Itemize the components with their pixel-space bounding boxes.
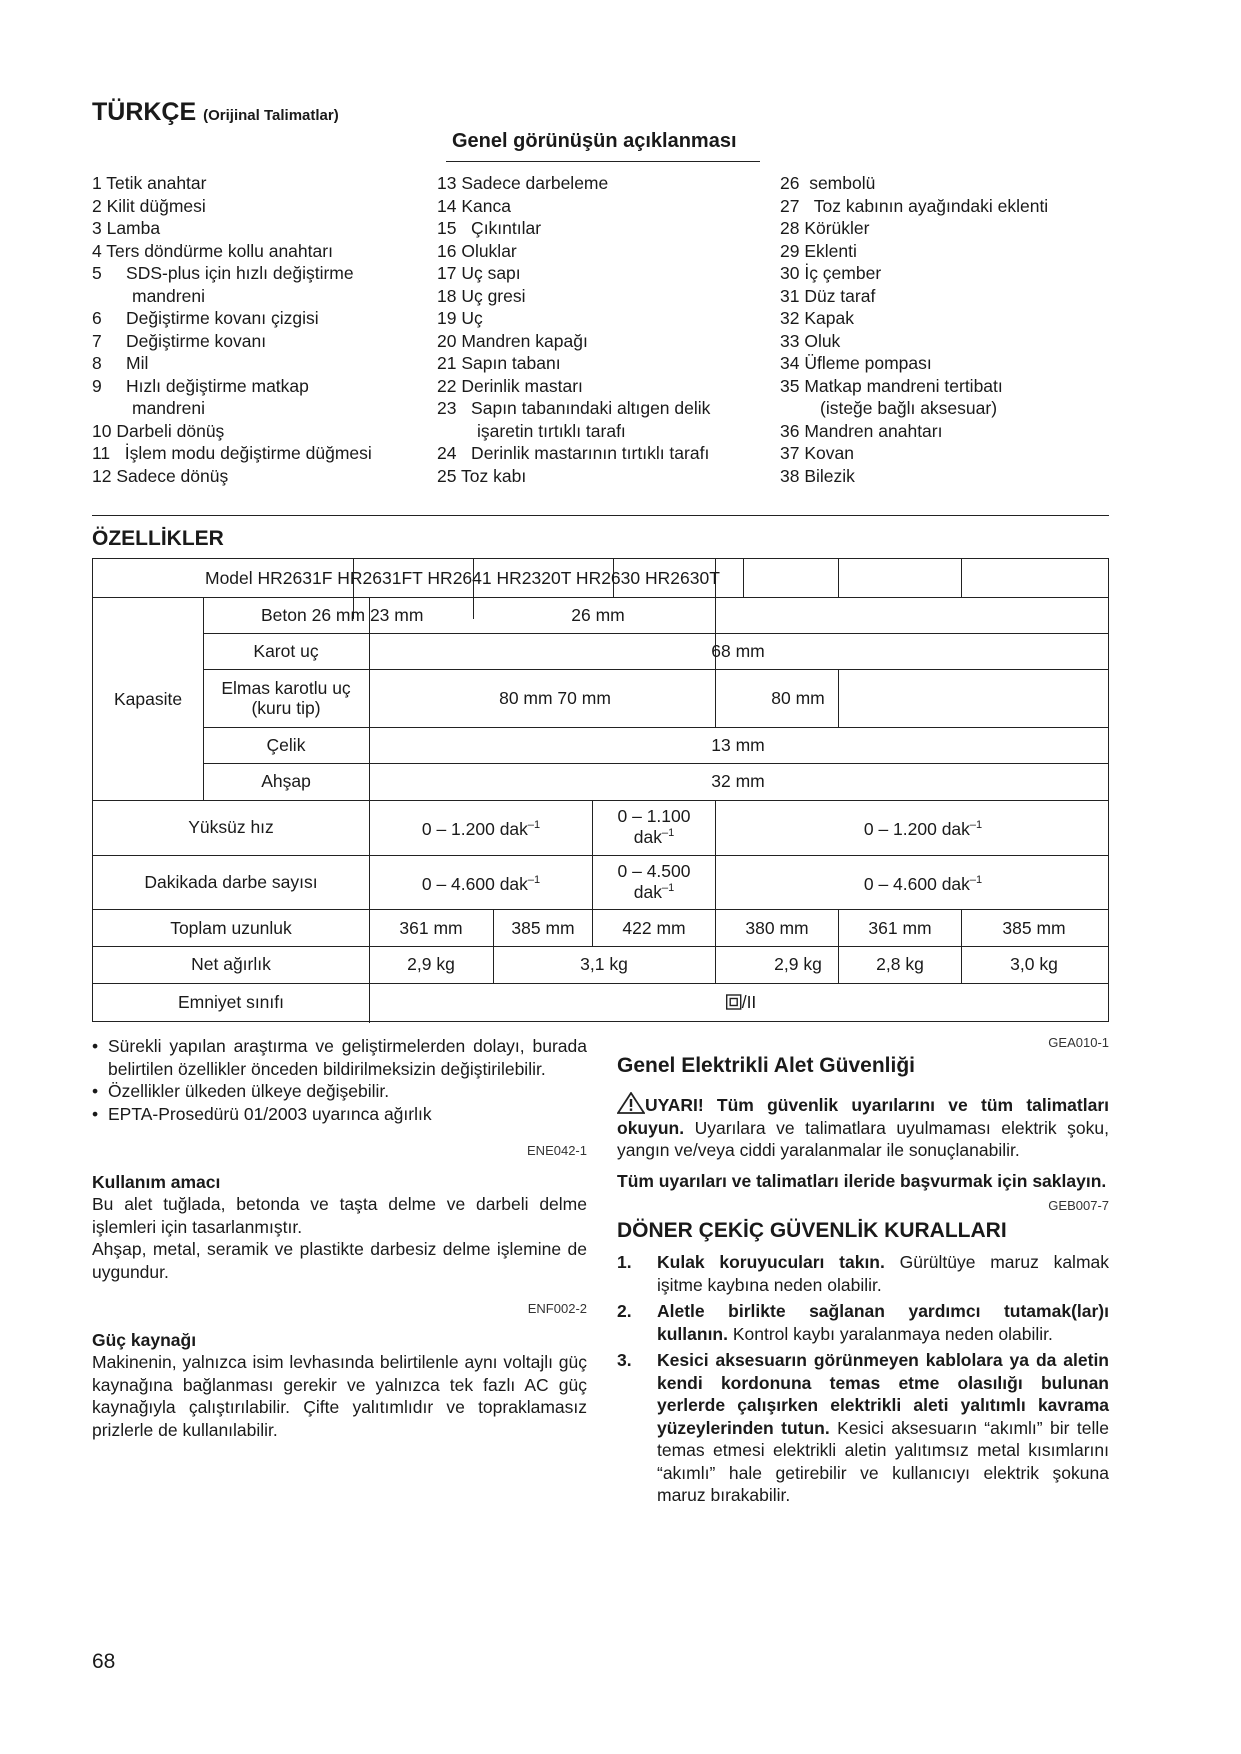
- part-item: 28 Körükler: [780, 218, 870, 238]
- blows-value-3-text: 0 – 4.600 dak: [863, 873, 970, 894]
- parts-title-rule: [446, 161, 760, 162]
- length-value: 422 mm: [622, 918, 686, 938]
- note-text: Sürekli yapılan araştırma ve geliştirmelerden dolayı, burada belirtilen özellikler önceden bildirilmeksizin değiştirilebilir.: [108, 1036, 587, 1079]
- blows-value-2-line1: 0 – 4.500: [617, 861, 691, 881]
- karot-label: Karot uç: [253, 641, 319, 661]
- parts-column-3: [780, 172, 1048, 487]
- part-item: 9 Hızlı değiştirme matkap: [92, 375, 309, 396]
- list-number: 3.: [617, 1350, 632, 1370]
- specs-title: ÖZELLİKLER: [92, 527, 224, 550]
- keep-instructions: Tüm uyarıları ve talimatları ileride başvurmak için saklayın.: [617, 1170, 1107, 1191]
- speed-value-2-unit: dak: [633, 826, 662, 847]
- safety-label: Emniyet sınıfı: [177, 992, 285, 1012]
- part-item: 32 Kapak: [780, 308, 854, 328]
- blows-value-3: [864, 870, 982, 894]
- power-title: Güç kaynağı: [92, 1329, 197, 1350]
- weight-value: 2,8 kg: [876, 954, 924, 974]
- parts-title: Genel görünüşün açıklanması: [452, 130, 737, 152]
- part-item: 13 Sadece darbeleme: [437, 173, 609, 193]
- part-item: mandreni: [132, 285, 205, 306]
- power-text: Makinenin, yalnızca isim levhasında belirtilenle aynı voltajlı güç kaynağına bağlanması gerekir ve yalnızca tek fazlı AC güç kaynağıyla çalıştırılabilir. Çifte yalıtımlıdır ve topraklamasız prizlerle de kullanılabilir.: [92, 1352, 587, 1440]
- blows-value-2-line2: [634, 878, 674, 902]
- length-value: 361 mm: [868, 918, 932, 938]
- part-item: mandreni: [132, 398, 205, 418]
- note-bullet: [92, 1103, 587, 1126]
- part-item: 6 Değiştirme kovanı çizgisi: [92, 308, 319, 328]
- part-item: 26 sembolü: [780, 173, 876, 193]
- rule-bold: Kesici aksesuarın görünmeyen kablolara ya da aletin kendi kordonuna temas etme olasılığı bulunan yerlerde çalışırken elektrikli aleti yalıtımlı kavrama yüzeylerinden tutun.: [657, 1350, 1109, 1438]
- part-item: 15 Çıkıntılar: [437, 218, 542, 238]
- part-item: 30 İç çember: [780, 263, 882, 283]
- part-item: 1 Tetik anahtar: [92, 173, 207, 193]
- part-item: 20 Mandren kapağı: [437, 330, 588, 351]
- celik-label: Çelik: [266, 735, 306, 755]
- part-item: 17 Uç sapı: [437, 263, 521, 283]
- part-item: 24 Derinlik mastarının tırtıklı tarafı: [437, 443, 710, 463]
- doc-code: GEB007-7: [1048, 1198, 1109, 1213]
- length-value: 361 mm: [399, 918, 463, 938]
- part-item: 38 Bilezik: [780, 465, 855, 486]
- weight-value: 2,9 kg: [774, 954, 822, 974]
- part-item: 14 Kanca: [437, 195, 511, 216]
- part-item: 36 Mandren anahtarı: [780, 420, 943, 441]
- beton-label: Beton 26 mm 23 mm: [261, 605, 424, 625]
- blows-value-1: [422, 870, 540, 894]
- part-item: 18 Uç gresi: [437, 285, 526, 306]
- note-bullet: [92, 1035, 587, 1080]
- usage-text: Ahşap, metal, seramik ve plastikte darbesiz delme işlemine de uygundur.: [92, 1239, 587, 1282]
- blows-value-1-text: 0 – 4.600 dak: [421, 873, 528, 894]
- warning-bold: UYARI! Tüm güvenlik uyarılarını ve tüm talimatları okuyun.: [617, 1095, 1109, 1138]
- usage-text: Bu alet tuğlada, betonda ve taşta delme ve darbeli delme işlemleri için tasarlanmıştır.: [92, 1194, 587, 1237]
- part-item: işaretin tırtıklı tarafı: [477, 420, 626, 441]
- warning-icon: [617, 1092, 645, 1114]
- exponent: –1: [527, 874, 541, 887]
- list-number: 1.: [617, 1252, 632, 1272]
- part-item: 19 Uç: [437, 308, 483, 328]
- part-item: 12 Sadece dönüş: [92, 465, 229, 486]
- speed-value-2-line2: [634, 823, 674, 847]
- rule-text: Kesici aksesuarın “akımlı” bir telle temas etmesi elektrikli aletin yalıtımsız metal kısımlarını “akımlı” hale getirebilir ve kullanıcıyı elektrik şokuna maruz bırakabilir.: [657, 1417, 1109, 1505]
- speed-value-3: [864, 815, 982, 839]
- celik-value: 13 mm: [711, 735, 765, 755]
- karot-value: 68 mm: [711, 641, 765, 661]
- specs-table: [92, 558, 1109, 1022]
- left-column: [92, 1035, 587, 1441]
- length-label: Toplam uzunluk: [170, 918, 292, 938]
- list-number: 2.: [617, 1301, 632, 1321]
- part-item: 4 Ters döndürme kollu anahtarı: [92, 240, 333, 261]
- part-item: 29 Eklenti: [780, 240, 857, 261]
- weight-label: Net ağırlık: [191, 954, 271, 974]
- list-item: [617, 1349, 1109, 1507]
- speed-value-2-line1: 0 – 1.100: [617, 806, 691, 826]
- safety-class-text: /II: [741, 992, 757, 1012]
- elmas-value-2: 80 mm: [771, 688, 825, 708]
- page-number: 68: [92, 1650, 116, 1673]
- elmas-value-1: 80 mm 70 mm: [499, 688, 611, 708]
- exponent: –1: [969, 874, 983, 887]
- section-divider: [92, 515, 1109, 516]
- part-item: 8 Mil: [92, 353, 149, 373]
- part-item: 35 Matkap mandreni tertibatı: [780, 375, 1003, 396]
- exponent: –1: [969, 819, 983, 832]
- right-column: [617, 1035, 1109, 1507]
- part-item: 3 Lamba: [92, 218, 161, 238]
- beton-value: 26 mm: [571, 605, 625, 625]
- language-label: TÜRKÇE: [92, 98, 197, 126]
- weight-value: 3,0 kg: [1010, 954, 1058, 974]
- exponent: –1: [527, 819, 541, 832]
- rule-bold: Aletle birlikte sağlanan yardımcı tutamak(lar)ı kullanın.: [657, 1301, 1109, 1344]
- list-item: [617, 1251, 1109, 1296]
- part-item: 22 Derinlik mastarı: [437, 375, 583, 396]
- exponent: –1: [661, 882, 675, 895]
- page-language-title: [92, 98, 339, 127]
- part-item: 33 Oluk: [780, 330, 841, 351]
- speed-label: Yüksüz hız: [188, 817, 274, 837]
- ahsap-value: 32 mm: [711, 771, 765, 791]
- part-item: 21 Sapın tabanı: [437, 353, 561, 373]
- part-item: (isteğe bağlı aksesuar): [820, 398, 998, 418]
- bullet-icon: •: [92, 1081, 99, 1101]
- part-item: 5 SDS-plus için hızlı değiştirme: [92, 263, 354, 283]
- length-value: 385 mm: [1002, 918, 1066, 938]
- rules-list: [617, 1251, 1109, 1507]
- rule-text: Kontrol kaybı yaralanmaya neden olabilir.: [727, 1323, 1053, 1344]
- speed-value-3-text: 0 – 1.200 dak: [863, 818, 970, 839]
- parts-column-2: [437, 172, 710, 487]
- warning-paragraph: [617, 1092, 1109, 1162]
- section-title: Genel Elektrikli Alet Güvenliği: [617, 1054, 915, 1077]
- part-item: 34 Üfleme pompası: [780, 353, 932, 373]
- part-item: 10 Darbeli dönüş: [92, 420, 225, 441]
- doc-code: GEA010-1: [1048, 1035, 1109, 1050]
- weight-value: 2,9 kg: [407, 954, 455, 974]
- part-item: 23 Sapın tabanındaki altıgen delik: [437, 398, 711, 418]
- model-row: Model HR2631F HR2631FT HR2641 HR2320T HR2630 HR2630T: [205, 568, 720, 588]
- bullet-icon: •: [92, 1036, 99, 1056]
- language-note: (Orijinal Talimatlar): [203, 107, 339, 124]
- ahsap-label: Ahşap: [261, 771, 311, 791]
- weight-value: 3,1 kg: [580, 954, 628, 974]
- length-value: 385 mm: [511, 918, 575, 938]
- bullet-icon: •: [92, 1103, 99, 1124]
- part-item: 31 Düz taraf: [780, 285, 876, 306]
- list-item: [617, 1300, 1109, 1345]
- rule-text: Gürültüye maruz kalmak işitme kaybına neden olabilir.: [657, 1252, 1109, 1295]
- length-value: 380 mm: [745, 918, 809, 938]
- note-text: EPTA-Prosedürü 01/2003 uyarınca ağırlık: [108, 1103, 432, 1124]
- section-title: DÖNER ÇEKİÇ GÜVENLİK KURALLARI: [617, 1219, 1007, 1242]
- speed-value-1-text: 0 – 1.200 dak: [421, 818, 528, 839]
- double-insulation-icon: [726, 994, 742, 1010]
- rule-bold: Kulak koruyucuları takın.: [657, 1252, 885, 1272]
- doc-code: ENE042-1: [527, 1143, 587, 1158]
- part-item: 16 Oluklar: [437, 240, 517, 261]
- usage-title: Kullanım amacı: [92, 1171, 221, 1192]
- note-text: Özellikler ülkeden ülkeye değişebilir.: [108, 1081, 390, 1101]
- note-bullet: [92, 1080, 587, 1103]
- elmas-label-line1: Elmas karotlu uç: [221, 678, 351, 698]
- warning-text: Uyarılara ve talimatlara uyulmaması elektrik şoku, yangın ve/veya ciddi yaralanmalar ile sonuçlanabilir.: [617, 1117, 1109, 1160]
- elmas-label-line2: (kuru tip): [251, 698, 321, 718]
- speed-value-1: [422, 815, 540, 839]
- part-item: 27 Toz kabının ayağındaki eklenti: [780, 195, 1049, 216]
- part-item: 11 İşlem modu değiştirme düğmesi: [92, 443, 372, 463]
- doc-code: ENF002-2: [527, 1301, 587, 1316]
- exponent: –1: [661, 827, 675, 840]
- safety-value: [726, 992, 757, 1012]
- blows-label: Dakikada darbe sayısı: [144, 872, 318, 892]
- capacity-label: Kapasite: [113, 689, 183, 709]
- part-item: 2 Kilit düğmesi: [92, 195, 206, 216]
- part-item: 37 Kovan: [780, 443, 854, 463]
- parts-column-1: [92, 172, 372, 487]
- part-item: 25 Toz kabı: [437, 465, 527, 486]
- part-item: 7 Değiştirme kovanı: [92, 330, 267, 351]
- blows-value-2-unit: dak: [633, 881, 662, 902]
